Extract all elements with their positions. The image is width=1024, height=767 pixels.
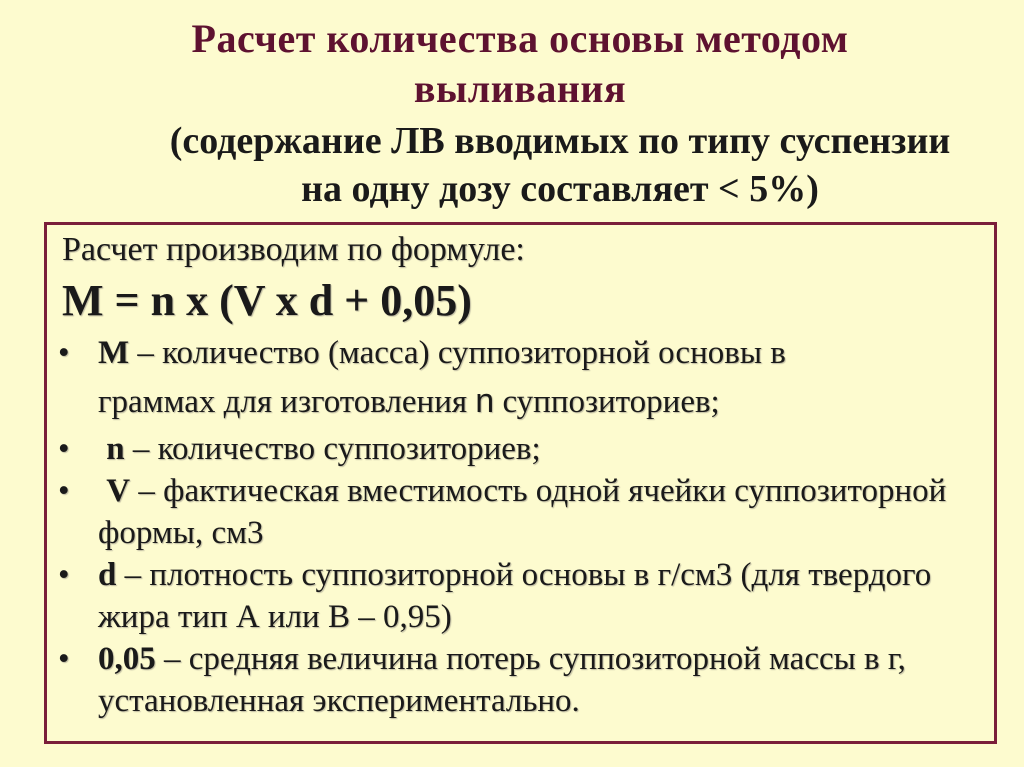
definition-v: – фактическая вместимость одной ячейки суппозиторной формы, см3 (98, 473, 947, 551)
definition-m-line2 (98, 374, 978, 429)
definition-item-n (58, 428, 978, 470)
formula: M = n x (V x d + 0,05) (62, 276, 472, 325)
definition-m-line2-b: суппозиториев; (494, 384, 720, 420)
bullet-icon: • (58, 431, 70, 467)
definition-loss: – средняя величина потерь суппозиторной массы в г, установленная экспериментально. (98, 641, 906, 719)
definition-item-m (58, 332, 978, 428)
title-line-1: Расчет количества основы методом (191, 16, 849, 61)
bullet-icon: • (58, 641, 70, 677)
variable-n: n (475, 382, 495, 420)
definition-item-v (58, 470, 978, 554)
term-d: d (98, 557, 117, 593)
bullet-icon: • (58, 557, 70, 593)
definition-m-line2-a: граммах для изготовления (98, 384, 476, 420)
definition-item-loss (58, 638, 978, 722)
term-loss: 0,05 (98, 641, 156, 677)
term-v: V (106, 473, 131, 509)
definition-d: – плотность суппозиторной основы в г/см3 (для твердого жира тип А или В – 0,95) (98, 557, 932, 635)
bullet-icon: • (58, 335, 70, 371)
formula-intro: Расчет производим по формуле: (62, 231, 525, 268)
subtitle-line-2: на одну дозу составляет < 5%) (301, 168, 819, 210)
term-n: n (106, 431, 125, 467)
definition-m-line1: – количество (масса) суппозиторной основы в (129, 335, 786, 371)
bullet-icon: • (58, 473, 70, 509)
definition-n: – количество суппозиториев; (124, 431, 541, 467)
definition-item-d (58, 554, 978, 638)
definition-list (58, 332, 978, 722)
slide-subtitle (100, 117, 1020, 213)
slide-title (60, 14, 980, 114)
title-line-2: выливания (413, 66, 627, 111)
term-m: M (98, 335, 130, 371)
subtitle-line-1: (содержание ЛВ вводимых по типу суспензии (169, 120, 951, 162)
